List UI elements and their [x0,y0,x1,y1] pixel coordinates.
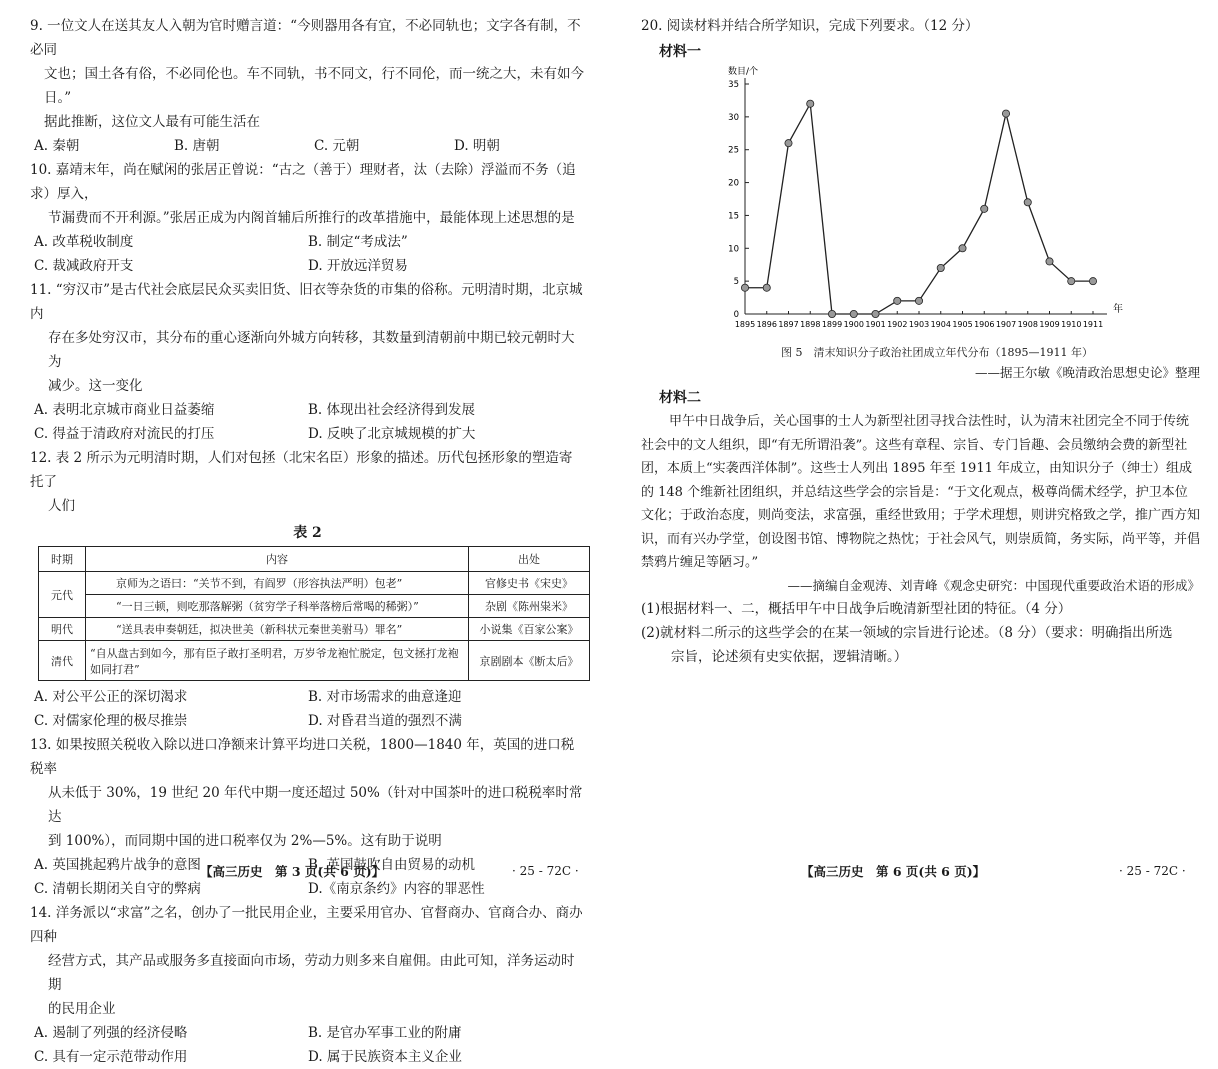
table-cell-source: 京剧剧本《断太后》 [469,641,590,681]
chart-source: ——据王尔敏《晚清政治思想史论》整理 [974,365,1200,380]
table-cell-period: 清代 [39,641,86,681]
table-header-row [39,547,590,572]
q14-line1: 14. 洋务派以“求富”之名，创办了一批民用企业，主要采用官办、官督商办、官商合办、商办四种 [30,905,583,945]
y-axis-label: 数目/个 [727,67,759,77]
x-tick-label: 1911 [1082,320,1104,329]
right-page [609,0,1218,900]
q13-option-b[interactable]: B. 英国鼓吹自由贸易的动机 [308,857,476,873]
x-tick-label: 1905 [952,320,973,329]
q9-options [30,134,585,158]
x-tick-label: 1909 [1039,320,1060,329]
y-tick-label: 0 [733,310,739,320]
left-page-code: · 25 - 72C · [512,864,579,878]
material-2-title: 材料二 [659,390,701,406]
table-cell-source: 官修史书《宋史》 [469,572,590,595]
q11-line3: 减少。这一变化 [48,378,143,394]
q12-option-c[interactable]: C. 对儒家伦理的极尽推崇 [34,713,188,729]
table-row [39,572,590,595]
sub-question-1: (1)根据材料一、二，概括甲午中日战争后晚清新型社团的特征。（4 分） [641,600,1072,617]
q13-option-a[interactable]: A. 英国挑起鸦片战争的意图 [34,857,201,873]
q12-option-b[interactable]: B. 对市场需求的曲意逢迎 [308,689,462,705]
right-page-code: · 25 - 72C · [1119,864,1186,878]
q10-option-a[interactable]: A. 改革税收制度 [34,234,134,250]
q11-option-b[interactable]: B. 体现出社会经济得到发展 [308,402,476,418]
q9-line1: 9. 一位文人在送其友人入朝为官时赠言道：“今则器用各有宜，不必同轨也；文字各有制，不必同 [30,18,581,58]
y-tick-label: 35 [728,80,739,90]
data-point [894,297,901,304]
x-tick-label: 1907 [995,320,1017,329]
data-point [872,310,879,317]
chart-series [741,100,1096,317]
q11-line2: 存在多处穷汉市，其分布的重心逐渐向外城方向转移，其数量到清朝前中期已较元朝时大为 [48,330,575,370]
x-tick-label: 1900 [843,320,864,329]
table-2 [38,546,590,681]
q10-option-b[interactable]: B. 制定“考成法” [308,234,408,250]
table-cell-source: 杂剧《陈州粜米》 [469,595,590,618]
table-cell-period: 明代 [39,618,86,641]
question-11 [30,278,585,446]
y-tick-label: 30 [728,112,739,123]
table-header-period: 时期 [39,547,86,572]
q13-line1: 13. 如果按照关税收入除以进口净额来计算平均进口关税，1800—1840 年，英国的进口税税率 [30,737,575,777]
data-point [915,297,922,304]
data-point [1002,110,1009,117]
sub-question-2-line2: 宗旨，论述须有史实依据，逻辑清晰。） [671,648,908,665]
x-axis-label: 年 [1113,304,1123,315]
data-point [981,205,988,212]
q13-line3: 到 100%），而同期中国的进口税率仅为 2%—5%。这有助于说明 [48,833,442,849]
left-page [0,0,609,1065]
question-10 [30,158,585,278]
table-cell-content: “送具表申奏朝廷，拟决世美（新科状元秦世美驸马）罪名” [86,618,469,641]
q20-stem: 20. 阅读材料并结合所学知识，完成下列要求。（12 分） [641,18,979,34]
q14-option-d[interactable]: D. 属于民族资本主义企业 [308,1049,462,1065]
q11-options [30,398,585,446]
question-9 [30,14,585,158]
x-tick-label: 1903 [908,320,930,329]
data-point [828,310,835,317]
table-row [39,595,590,618]
data-point [1046,258,1053,265]
x-tick-label: 1896 [756,320,777,329]
x-tick-label: 1906 [974,320,995,329]
x-tick-label: 1899 [821,320,843,329]
table-title: 表 2 [293,525,322,541]
table-header-source: 出处 [469,547,590,572]
q13-line2: 从未低于 30%，19 世纪 20 年代中期一度还超过 50%（针对中国茶叶的进口税税率时常达 [48,785,583,825]
q11-option-d[interactable]: D. 反映了北京城规模的扩大 [308,426,476,442]
q9-option-a[interactable]: A. 秦朝 [34,138,80,154]
material-2-text: 甲午中日战争后，关心国事的士人为新型社团寻找合法性时，认为清末社团完全不同于传统社会中的文人组织，即“有无所谓沿袭”。这些有章程、宗旨、专门旨趣、会员缴纳会费的新型社团，本质上“实袭西洋体制”。这些士人列出 1895 年至 1911 年成立，由知识分子（绅士）组成的 148 个维新社团组织，并总结这些学会的宗旨是：“于文化观点，极尊尚儒术经学，护卫本位文化；于政治态度，则尚变法，求富强，重经世致用；于学术理想，则讲究格致之学，推广西方知识，而有兴办学堂，创设图书馆、博物院之热忱；于社会风气，则崇质简，务实际，尚平等，并倡禁鸦片缠足等陋习。” [641,414,1201,570]
q12-line2: 人们 [48,498,75,514]
left-page-footer: 【高三历史 第 3 页(共 6 页)】 [200,864,385,879]
chart-caption: 图 5 清末知识分子政治社团成立年代分布（1895—1911 年） [781,346,1093,359]
data-point [741,284,748,291]
question-14 [30,901,585,1069]
q14-option-c[interactable]: C. 具有一定示范带动作用 [34,1049,188,1065]
q11-option-c[interactable]: C. 得益于清政府对流民的打压 [34,426,215,442]
chart-ticks [728,80,1103,329]
x-tick-label: 1904 [930,320,951,329]
chart-svg [641,64,1211,344]
y-tick-label: 15 [728,211,739,222]
q11-option-a[interactable]: A. 表明北京城市商业日益萎缩 [34,402,215,418]
q10-line2: 节漏费而不开利源。”张居正成为内阁首辅后所推行的改革措施中，最能体现上述思想的是 [48,210,575,226]
y-tick-label: 25 [728,145,739,156]
q14-options [30,1021,585,1069]
q14-line2: 经营方式，其产品或服务多直接面向市场，劳动力则多来自雇佣。由此可知，洋务运动时期 [48,953,575,993]
data-point [1089,278,1096,285]
q10-options [30,230,585,278]
q9-option-d[interactable]: D. 明朝 [454,138,500,154]
x-tick-label: 1908 [1017,320,1038,329]
q13-option-c[interactable]: C. 清朝长期闭关自守的弊病 [34,881,201,897]
table-cell-period: 元代 [39,572,86,618]
q9-option-b[interactable]: B. 唐朝 [174,138,220,154]
q14-option-a[interactable]: A. 遏制了列强的经济侵略 [34,1025,188,1041]
figure-5-chart [641,64,1211,344]
data-point [937,264,944,271]
table-cell-content: “自从盘古到如今，那有臣子敢打圣明君，万岁爷龙袍忙脱定，包文拯打龙袍如同打君” [86,641,469,681]
q12-option-d[interactable]: D. 对昏君当道的强烈不满 [308,713,462,729]
q10-option-d[interactable]: D. 开放远洋贸易 [308,258,408,274]
q9-line2: 文也；国土各有俗，不必同伦也。车不同轨，书不同文，行不同伦，而一统之大，未有如今日。” [44,66,584,106]
q13-option-d[interactable]: D.《南京条约》内容的罪恶性 [308,881,485,897]
data-point [1024,199,1031,206]
x-tick-label: 1902 [887,320,908,329]
table-row [39,618,590,641]
data-point [959,245,966,252]
y-tick-label: 5 [733,277,739,288]
q9-line3: 据此推断，这位文人最有可能生活在 [44,114,260,130]
material-2-source: ——摘编自金观涛、刘青峰《观念史研究：中国现代重要政治术语的形成》 [787,577,1200,593]
data-point [785,140,792,147]
q12-line1: 12. 表 2 所示为元明清时期，人们对包拯（北宋名臣）形象的描述。历代包拯形象的塑造寄托了 [30,450,573,490]
table-cell-content: 京师为之语曰：“关节不到，有阎罗（形容执法严明）包老” [86,572,469,595]
data-point [1068,278,1075,285]
y-tick-label: 10 [728,244,739,255]
x-tick-label: 1910 [1061,320,1082,329]
q9-option-c[interactable]: C. 元朝 [314,138,360,154]
sub-question-2 [641,621,1200,669]
q12-options [30,685,585,733]
y-tick-label: 20 [728,178,739,189]
table-row [39,641,590,681]
x-tick-label: 1897 [778,320,799,329]
q10-option-c[interactable]: C. 裁减政府开支 [34,258,134,274]
chart-axes [728,65,1123,315]
data-point [763,284,770,291]
table-cell-content: “一日三顿，则吃那落解粥（贫穷学子科举落榜后常喝的稀粥）” [86,595,469,618]
right-page-footer: 【高三历史 第 6 页(共 6 页)】 [801,864,986,879]
material-1-title: 材料一 [659,44,701,60]
x-tick-label: 1898 [800,320,821,329]
x-tick-label: 1901 [865,320,886,329]
data-point [850,310,857,317]
table-cell-source: 小说集《百家公案》 [469,618,590,641]
q14-line3: 的民用企业 [48,1001,116,1017]
q10-line1: 10. 嘉靖末年，尚在赋闲的张居正曾说：“古之（善于）理财者，汰（去除）浮溢而不务（追求）厚入， [30,162,576,202]
q12-option-a[interactable]: A. 对公平公正的深切渴求 [34,689,188,705]
table-header-content: 内容 [86,547,469,572]
q11-line1: 11. “穷汉市”是古代社会底层民众买卖旧货、旧衣等杂货的市集的俗称。元明清时期，北京城内 [30,282,583,322]
x-tick-label: 1895 [734,320,756,329]
question-12 [30,446,585,733]
series-line [745,104,1093,314]
data-point [807,100,814,107]
q14-option-b[interactable]: B. 是官办军事工业的附庸 [308,1025,462,1041]
sub-question-2-line1: (2)就材料二所示的这些学会的在某一领域的宗旨进行论述。（8 分）（要求：明确指出所选 [641,624,1173,641]
